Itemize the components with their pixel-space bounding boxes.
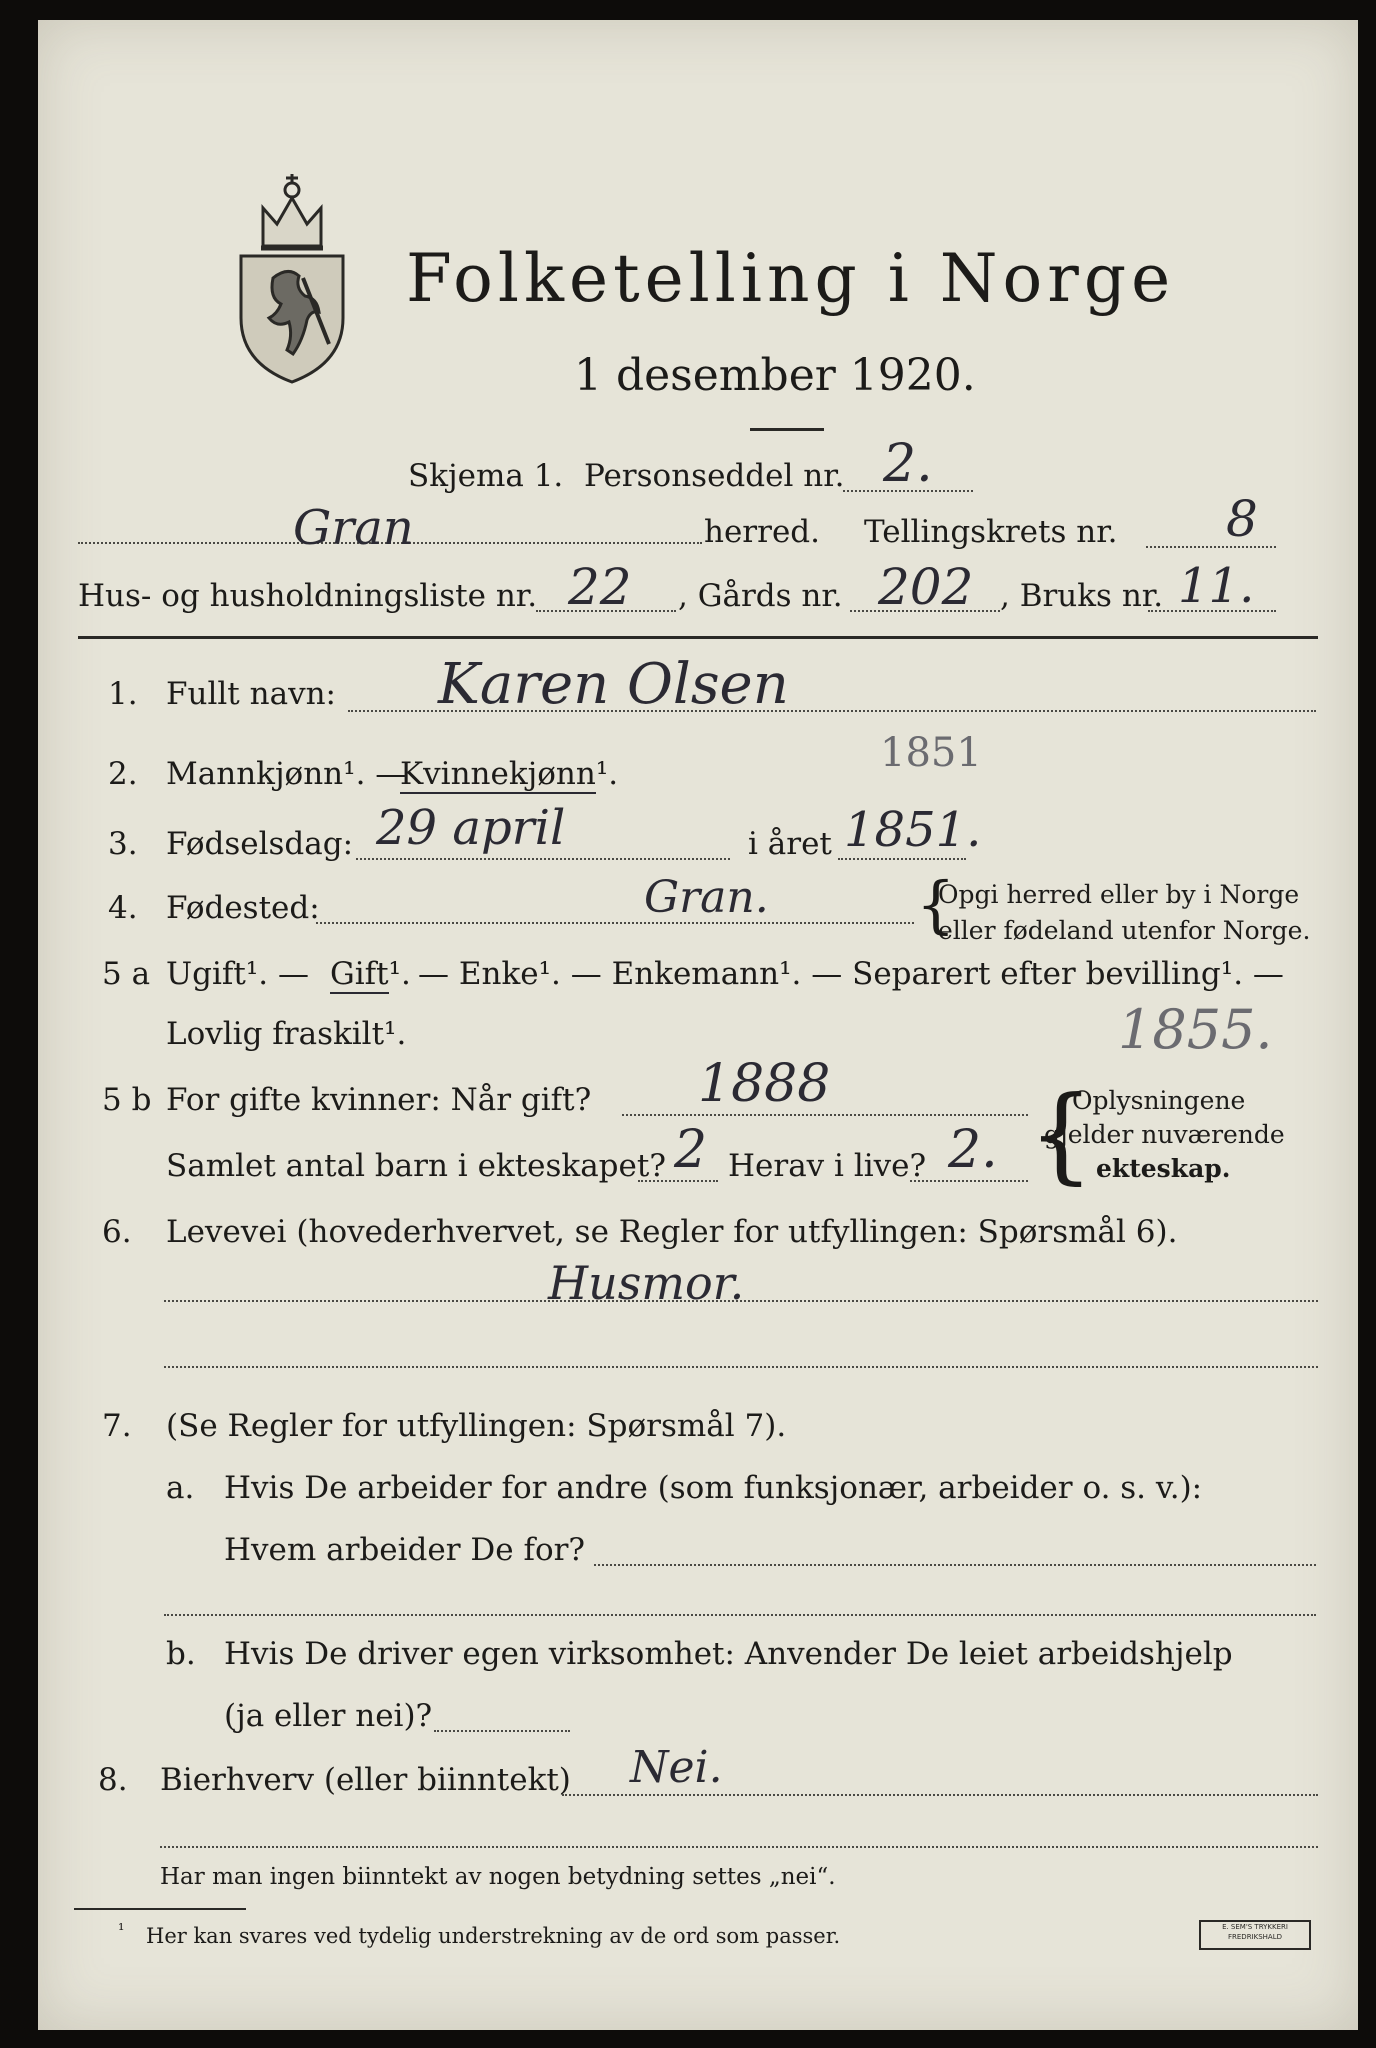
q8-label: Bierhverv (eller biinntekt) <box>160 1762 571 1798</box>
q4-field-line <box>316 922 914 924</box>
q5b-children-field-line <box>638 1180 718 1182</box>
q1-label: Fullt navn: <box>166 676 336 712</box>
q5b-children-value: 2 <box>674 1120 708 1180</box>
q5a-lovlig-fraskilt-option: Lovlig fraskilt¹. <box>166 1016 407 1052</box>
q4-label: Fødested: <box>166 890 320 926</box>
q5b-alive-label: Herav i live? <box>728 1148 927 1184</box>
q5a-gift-footnote-mark: ¹. <box>388 956 411 992</box>
q5b-married-field-line <box>622 1114 1028 1116</box>
footnote-mark: ¹ <box>118 1920 125 1939</box>
q7b-question-line2: (ja eller nei)? <box>224 1698 433 1734</box>
q5a-ugift-option: Ugift¹. — <box>166 956 309 992</box>
q8-field-line-2 <box>160 1846 1318 1848</box>
q7a-question-line1: Hvis De arbeider for andre (som funksjonær, arbeider o. s. v.): <box>224 1470 1203 1506</box>
title-rule <box>750 428 824 431</box>
census-date: 1 desember 1920. <box>574 350 976 401</box>
q4-note-brace: { <box>916 868 956 941</box>
q8-field-line <box>562 1794 1318 1796</box>
q3-field-line <box>356 858 730 860</box>
printer-stamp <box>1199 1920 1311 1950</box>
q7a-field-line-1 <box>594 1564 1316 1566</box>
q3-birthday-value: 29 april <box>376 800 566 856</box>
q2-kvinnekjonn-footnote-mark: ¹. <box>595 756 619 792</box>
q3-year-value: 1851. <box>844 802 982 858</box>
footnote-text: Her kan svares ved tydelig understrekning av de ord som passer. <box>146 1924 841 1948</box>
q7b-field-line <box>434 1730 570 1732</box>
schema-label: Skjema 1. <box>408 458 564 494</box>
q7-number: 7. <box>102 1408 132 1444</box>
personseddel-label: Personseddel nr. <box>584 458 845 494</box>
q1-full-name-value: Karen Olsen <box>438 652 789 717</box>
q4-note-line2: eller fødeland utenfor Norge. <box>938 916 1311 945</box>
tellingskrets-value: 8 <box>1226 490 1258 548</box>
q5a-margin-note: 1855. <box>1118 998 1273 1061</box>
q3-label: Fødselsdag: <box>166 826 354 862</box>
q2-margin-note: 1851 <box>880 730 982 776</box>
printer-stamp-line1: E. SEM'S TRYKKERI <box>1222 1923 1288 1931</box>
husholdningsliste-value: 22 <box>568 558 632 616</box>
q2-mannkjonn-option: Mannkjønn¹. — <box>166 756 407 792</box>
footnote-rule <box>74 1908 246 1910</box>
q5b-note-line1: Oplysningene <box>1072 1086 1246 1115</box>
q3-year-field-line <box>838 858 966 860</box>
q5a-gift-option <box>330 956 411 992</box>
q5a-other-options: — Enke¹. — Enkemann¹. — Separert efter bevilling¹. — <box>418 956 1284 992</box>
header-divider <box>78 636 1318 639</box>
q6-occupation-value: Husmor. <box>548 1256 745 1310</box>
printer-stamp-line2: FREDRIKSHALD <box>1227 1933 1282 1941</box>
q5b-note-line3: ekteskap. <box>1096 1154 1231 1183</box>
q7b-question-line1: Hvis De driver egen virksomhet: Anvender De leiet arbeidshjelp <box>224 1636 1233 1672</box>
q8-number: 8. <box>98 1762 128 1798</box>
q5b-alive-field-line <box>910 1180 1028 1182</box>
q5b-alive-value: 2. <box>948 1120 998 1180</box>
norwegian-coat-of-arms-icon <box>233 168 351 386</box>
bruks-value: 11. <box>1178 558 1255 614</box>
q5b-married-year-value: 1888 <box>698 1054 831 1114</box>
gards-label: , Gårds nr. <box>678 578 843 614</box>
q1-number: 1. <box>108 676 138 712</box>
q5b-married-label: For gifte kvinner: Når gift? <box>166 1082 592 1118</box>
q5a-gift-underlined: Gift <box>330 956 389 992</box>
personseddel-value: 2. <box>883 434 933 494</box>
q5b-note-brace: { <box>1028 1073 1095 1195</box>
q2-kvinnekjonn-option <box>400 756 618 792</box>
q7a-letter: a. <box>166 1470 195 1506</box>
q5b-children-label: Samlet antal barn i ekteskapet? <box>166 1148 666 1184</box>
q7a-question-line2: Hvem arbeider De for? <box>224 1532 586 1568</box>
q6-field-line-2 <box>164 1366 1318 1368</box>
q2-kvinnekjonn-underlined: Kvinnekjønn <box>400 756 596 792</box>
bruks-label: , Bruks nr. <box>1000 578 1164 614</box>
page-title: Folketelling i Norge <box>406 240 1176 317</box>
q3-year-label: i året <box>748 826 832 862</box>
tellingskrets-label: Tellingskrets nr. <box>864 514 1118 550</box>
husholdningsliste-label: Hus- og husholdningsliste nr. <box>78 578 538 614</box>
q7-label: (Se Regler for utfyllingen: Spørsmål 7). <box>166 1408 787 1444</box>
q5b-number: 5 b <box>102 1082 152 1118</box>
q5a-number: 5 a <box>102 956 151 992</box>
q4-note-line1: Opgi herred eller by i Norge <box>938 880 1300 909</box>
q4-birthplace-value: Gran. <box>644 872 769 923</box>
q5b-note-line2: gjelder nuværende <box>1044 1120 1285 1149</box>
q2-number: 2. <box>108 756 138 792</box>
q8-secondary-income-value: Nei. <box>630 1742 723 1793</box>
census-form-sheet <box>38 20 1358 2030</box>
gards-value: 202 <box>878 558 974 616</box>
no-income-note: Har man ingen biinntekt av nogen betydning settes „nei“. <box>160 1864 836 1890</box>
herred-value: Gran <box>293 500 414 556</box>
q6-occupation-label: Levevei (hovederhvervet, se Regler for utfyllingen: Spørsmål 6). <box>166 1214 1178 1250</box>
q3-number: 3. <box>108 826 138 862</box>
herred-label: herred. <box>704 514 820 550</box>
q4-number: 4. <box>108 890 138 926</box>
q7b-letter: b. <box>166 1636 196 1672</box>
q6-number: 6. <box>102 1214 132 1250</box>
q7a-field-line-2 <box>164 1614 1316 1616</box>
